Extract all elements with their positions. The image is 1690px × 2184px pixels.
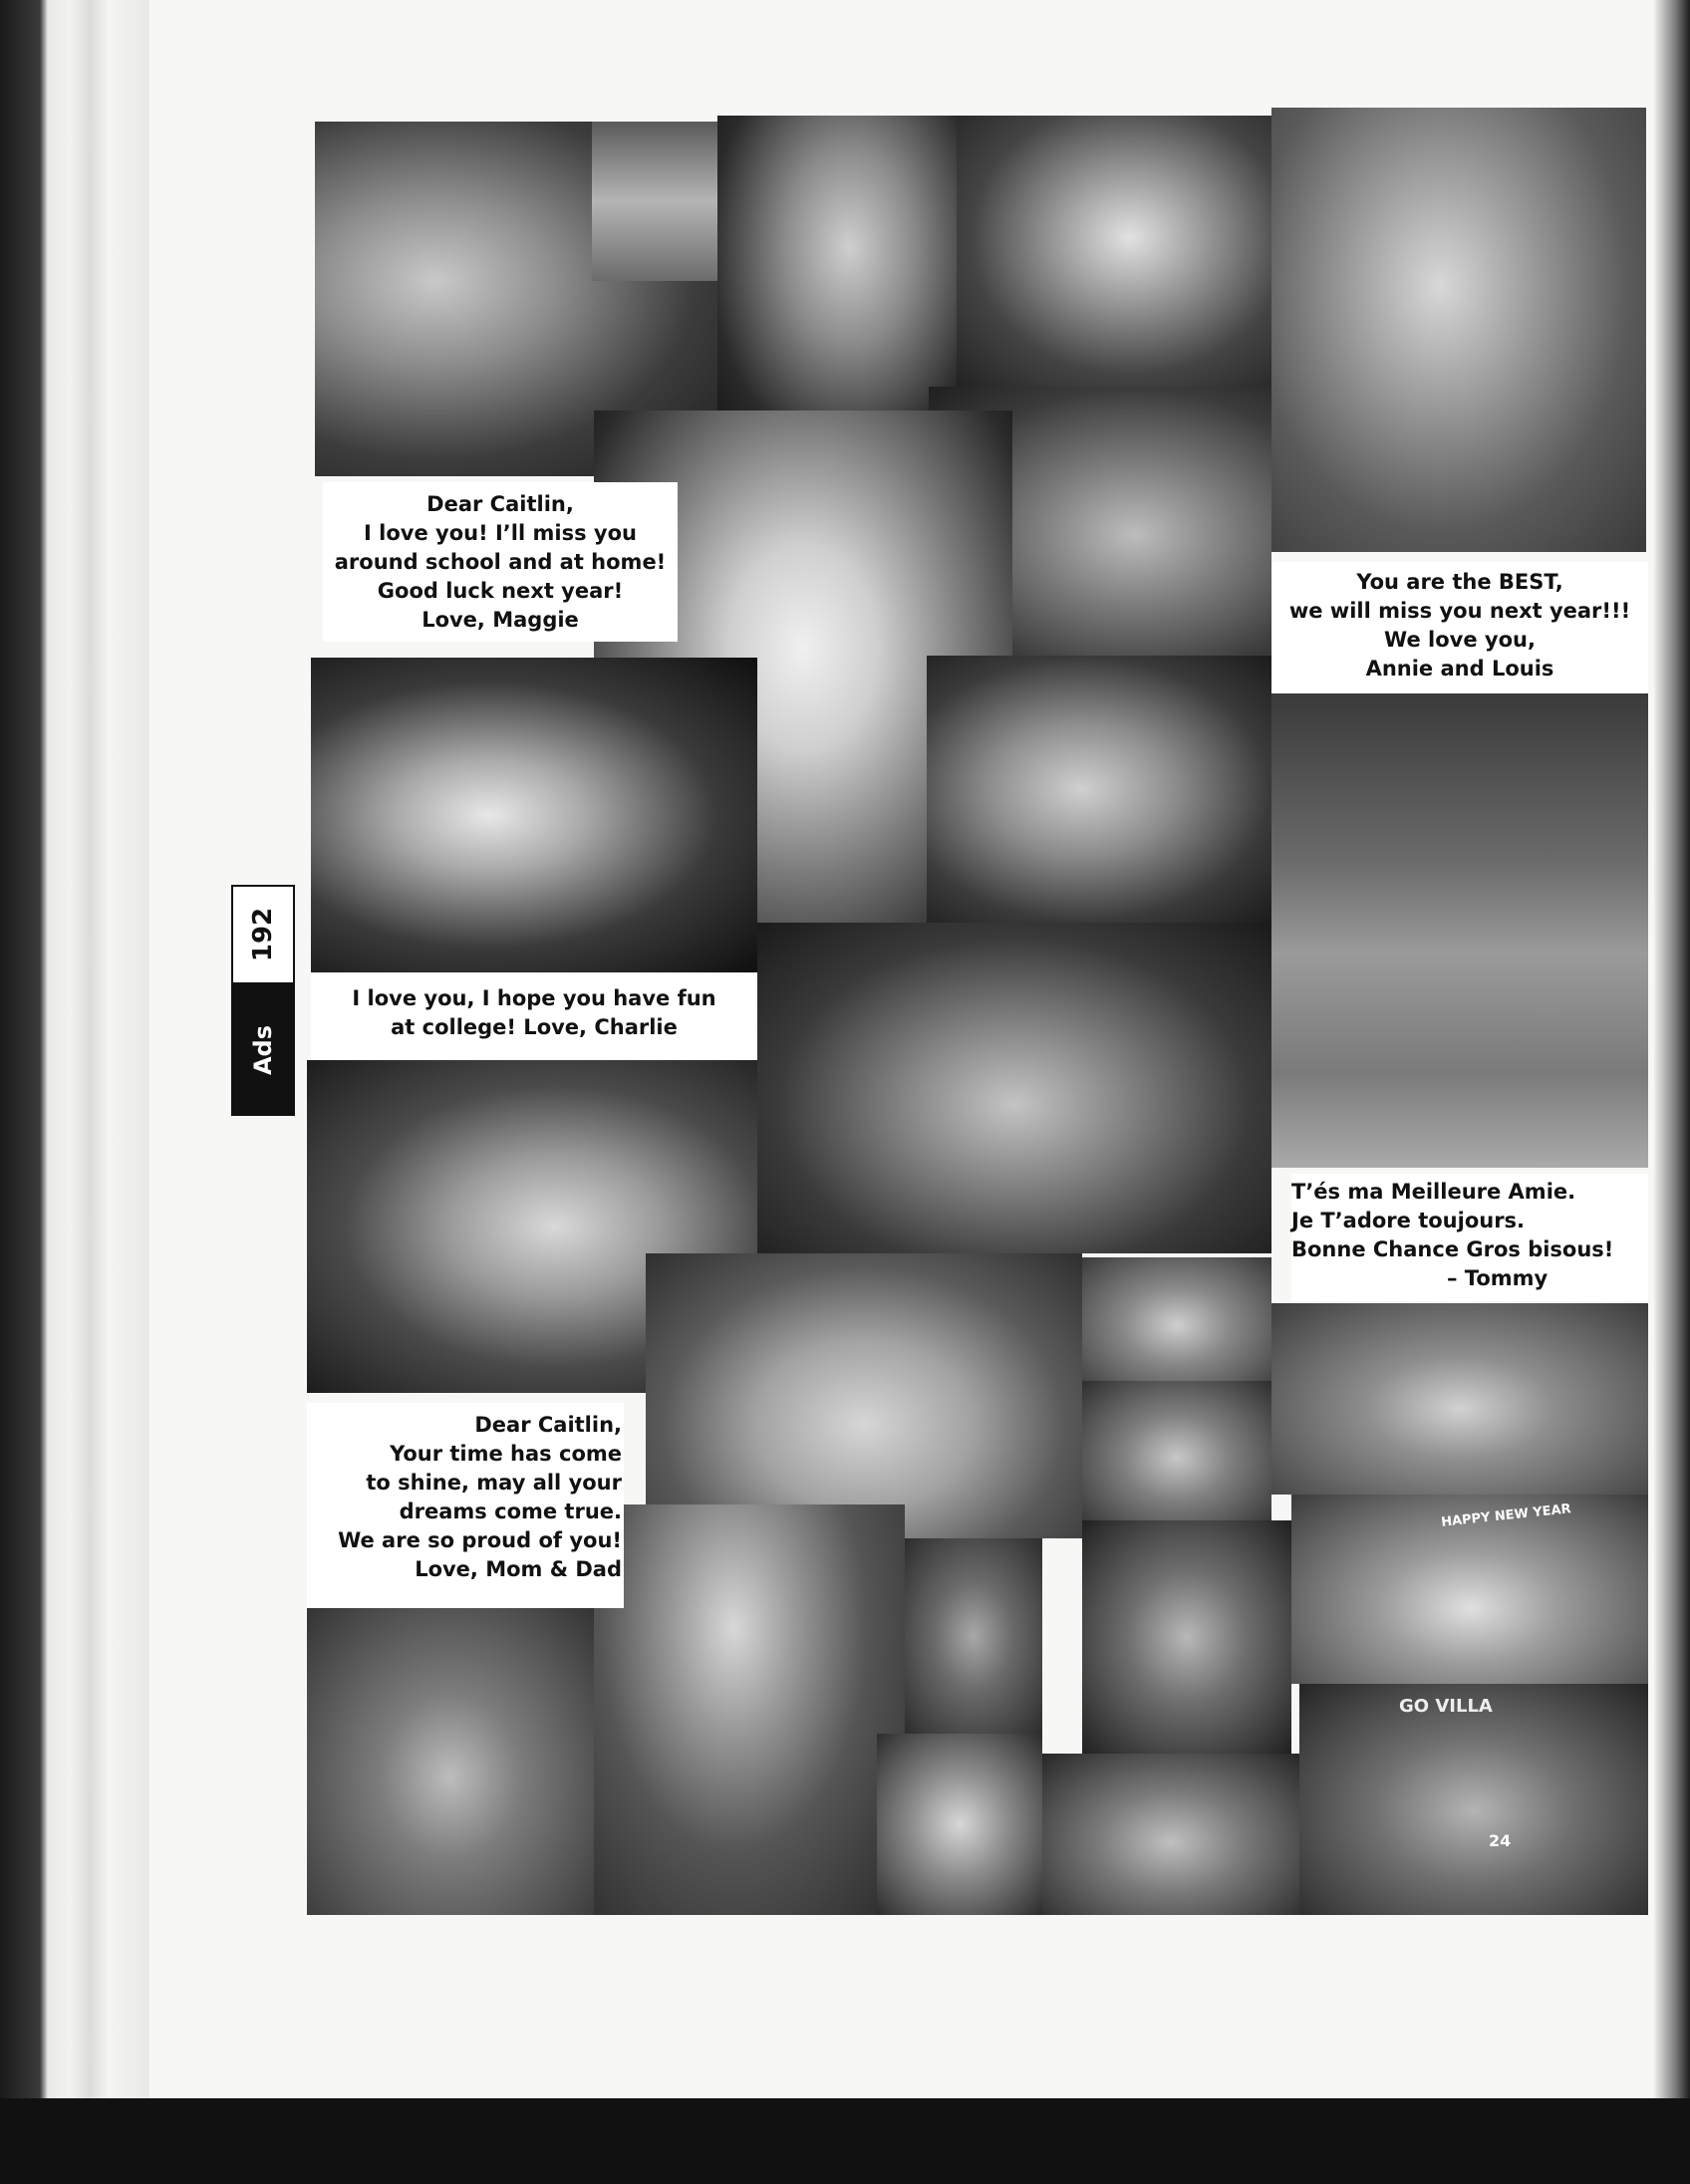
photo-family-group-outdoor <box>1271 693 1648 1168</box>
photo-three-friends <box>1271 1303 1648 1495</box>
photo-girl-at-podium <box>594 1504 905 1915</box>
photo-team-villa <box>1299 1684 1648 1915</box>
caption-maggie <box>323 482 678 642</box>
caption-line: dreams come true. <box>399 1500 622 1523</box>
caption-line: around school and at home! <box>334 550 667 574</box>
photo-friends-group-dark <box>1082 1520 1291 1754</box>
caption-line: Love, Maggie <box>422 608 579 632</box>
jersey-number: 24 <box>1489 1831 1512 1850</box>
photo-girl-holding-baby <box>717 116 957 444</box>
caption-line: at college! Love, Charlie <box>391 1015 678 1039</box>
caption-annie-louis <box>1271 562 1648 693</box>
photo-girl-white-top <box>877 1734 1042 1915</box>
background-surface <box>0 2098 1690 2184</box>
caption-charlie <box>311 974 757 1060</box>
photo-toddler-girl-bob <box>311 658 757 972</box>
photo-girls-sashes <box>307 1608 594 1915</box>
caption-line: Je T’adore toujours. <box>1291 1209 1526 1232</box>
photo-statue-figure <box>905 1538 1042 1734</box>
photo-toddlers-dresses <box>592 122 717 281</box>
caption-line: Love, Mom & Dad <box>415 1557 622 1581</box>
sign-happy-new-year: HAPPY NEW YEAR <box>1440 1502 1572 1530</box>
caption-tommy <box>1291 1174 1648 1301</box>
section-label: Ads <box>249 1024 277 1076</box>
caption-line: T’és ma Meilleure Amie. <box>1291 1180 1576 1204</box>
caption-line: You are the BEST, <box>1356 570 1563 594</box>
book-spine <box>0 0 149 2184</box>
caption-line: We love you, <box>1384 628 1536 652</box>
caption-line: Your time has come <box>390 1442 622 1466</box>
caption-line: Dear Caitlin, <box>426 492 574 516</box>
caption-line: Annie and Louis <box>1365 657 1554 681</box>
caption-mom-dad <box>307 1403 624 1608</box>
caption-line: I love you, I hope you have fun <box>352 986 716 1010</box>
photo-girls-posing <box>1082 1381 1271 1520</box>
caption-line: I love you! I’ll miss you <box>364 521 637 545</box>
caption-line: we will miss you next year!!! <box>1288 599 1631 623</box>
photo-sisters-outdoor-hug <box>1271 108 1646 552</box>
page-number: 192 <box>248 907 278 962</box>
photo-parents-and-daughter <box>646 1253 1082 1538</box>
section-tab <box>231 984 295 1116</box>
page-number-tab <box>231 885 295 984</box>
photo-baby-sitting <box>957 116 1271 387</box>
caption-line: We are so proud of you! <box>338 1528 622 1552</box>
sign-go-villa: GO VILLA <box>1399 1696 1493 1717</box>
next-page-edge <box>1654 0 1690 2184</box>
caption-signature: – Tommy <box>1447 1266 1549 1290</box>
caption-line: Dear Caitlin, <box>474 1413 622 1437</box>
caption-line: Bonne Chance Gros bisous! <box>1291 1237 1614 1261</box>
photo-friends-new-year <box>1291 1495 1648 1684</box>
photo-two-girls-smiling <box>1082 1257 1271 1381</box>
photo-three-kids-lying <box>927 656 1271 923</box>
caption-line: to shine, may all your <box>366 1471 622 1495</box>
caption-line: Good luck next year! <box>377 579 624 603</box>
photo-friends-hanging-out <box>1042 1754 1299 1915</box>
photo-boy-glasses-girl <box>757 923 1271 1253</box>
